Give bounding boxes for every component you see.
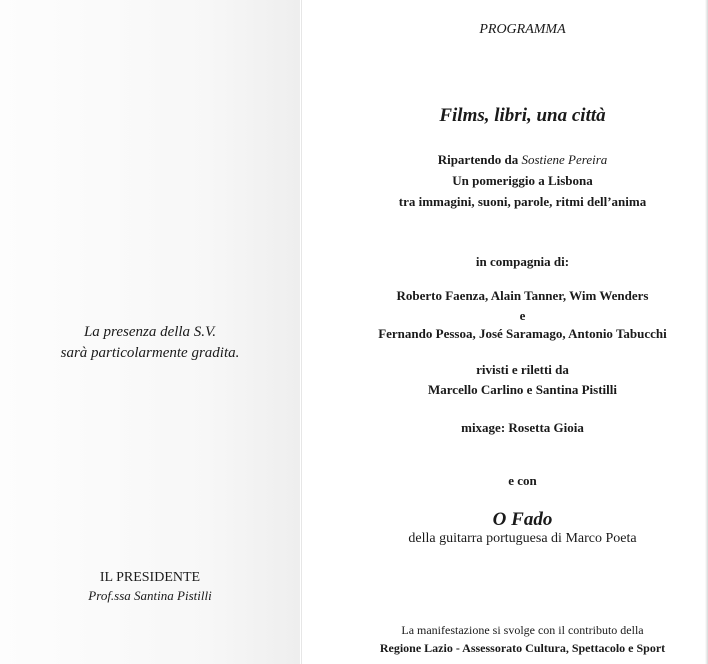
signature-name: Prof.ssa Santina Pistilli [88,588,212,603]
sponsor-line-2: Regione Lazio - Assessorato Cultura, Spettacolo e Sport [379,641,666,655]
subtitle-line-3: tra immagini, suoni, parole, ritmi dell’anima [398,194,647,209]
revisited-line-1: rivisti e riletti da [476,362,569,377]
event-title: Films, libri, una città [439,105,606,126]
invitation-line-2: sarà particolarmente gradita. [60,345,240,361]
fado-title: O Fado [492,509,553,530]
programme-label: PROGRAMMA [479,22,566,37]
authors-line: Fernando Pessoa, José Saramago, Antonio Tabucchi [378,326,667,341]
fold-line [301,0,302,664]
directors-line: Roberto Faenza, Alain Tanner, Wim Wenders [396,288,649,303]
fado-subtitle: della guitarra portuguesa di Marco Poeta [408,531,637,546]
and-with: e con [508,473,537,488]
subtitle-book-title: Sostiene Pereira [521,152,608,167]
mixage-line: mixage: Rosetta Gioia [461,420,584,435]
subtitle-line-1 [335,151,708,168]
sponsor-line-1: La manifestazione si svolge con il contributo della [401,623,644,637]
invitation-line-1: La presenza della S.V. [83,324,217,340]
subtitle-line-2: Un pomeriggio a Lisbona [452,173,593,188]
company-intro: in compagnia di: [475,254,570,269]
revisited-line-2: Marcello Carlino e Santina Pistilli [428,382,617,397]
signature-title: IL PRESIDENTE [99,570,201,585]
subtitle-prefix: Ripartendo da [437,152,522,167]
conjunction: e [519,308,526,323]
